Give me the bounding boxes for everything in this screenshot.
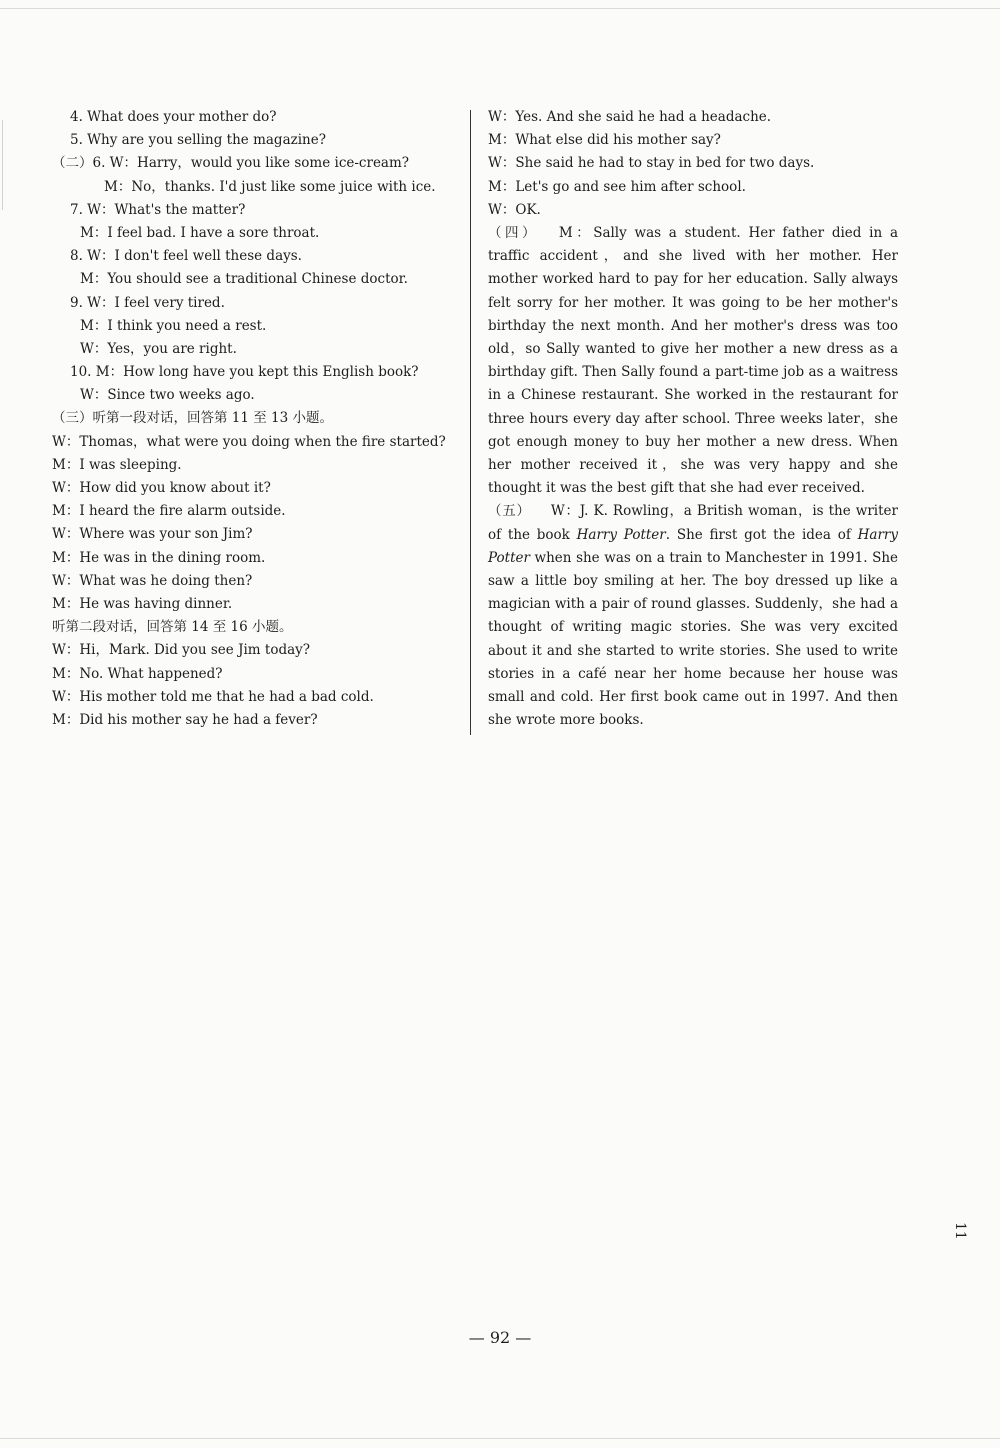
dialogue-1-line: W：What was he doing then? [52,572,253,589]
dialogue-1-line: W：How did you know about it? [52,480,271,496]
column-divider [470,110,471,735]
section-5-text-c: when she was on a train to Manchester in 1991. She saw a little boy smiling at her. The boy dressed up like a magician with a pair of round glasses. Suddenly，she had a thought of writing magic stories. She was very excited about it and she started to write stories. She used to write stories in a café near her home because her house was small and cold. Her first book came out in 1997. And then she wrote more books. [488,549,898,729]
dialogue-2-line: M：Let's go and see him after school. [488,178,746,195]
dialogue-1-line: W：Where was your son Jim? [52,526,253,543]
question-8-man: M：You should see a traditional Chinese doctor. [80,271,408,288]
book-title: Harry Potter [576,526,666,543]
section-4-tag: （四） [488,224,539,241]
dialogue-2-line: M：Did his mother say he had a fever? [52,711,318,728]
section-3-heading-2: 听第二段对话，回答第 14 至 16 小题。 [52,619,293,636]
question-5: 5. Why are you selling the magazine? [70,132,326,149]
section-4-passage [488,222,898,500]
dialogue-2-line: W：OK. [488,201,541,218]
question-10-woman: W：Since two weeks ago. [80,387,255,404]
scan-edge-left [2,120,3,210]
side-page-mark: 11 [952,1222,968,1240]
dialogue-2-line: W：Yes. And she said he had a headache. [488,109,772,125]
section-3-heading-1: （三）听第一段对话，回答第 11 至 13 小题。 [52,410,334,427]
question-9-woman: 9. W：I feel very tired. [70,294,225,311]
question-8-woman: 8. W：I don't feel well these days. [70,248,302,265]
dialogue-2-line: W：His mother told me that he had a bad cold. [52,688,374,705]
scan-edge-top [0,8,1000,9]
dialogue-1-line: M：I heard the fire alarm outside. [52,503,286,520]
question-9-man: M：I think you need a rest. [80,317,267,334]
section-5-passage [488,500,898,732]
dialogue-2-line: W：She said he had to stay in bed for two days. [488,155,815,172]
section-5-tag: （五） [488,503,531,520]
question-4: 4. What does your mother do? [70,109,277,125]
section-5-text-b: . She first got the idea of [665,526,858,543]
book-title: Harry Potter [488,526,899,566]
dialogue-1-line: M：He was having dinner. [52,595,233,612]
page-number: — 92 — [468,1328,532,1347]
right-column [488,106,898,732]
dialogue-1-line: M：He was in the dining room. [52,549,266,566]
question-9-woman-reply: W：Yes，you are right. [80,340,237,357]
question-7-woman: 7. W：What's the matter? [70,201,246,218]
left-column [52,106,462,732]
section-5-text-a: W：J. K. Rowling，a British woman，is the writer of the book [488,503,898,543]
dialogue-2-line: M：What else did his mother say? [488,132,721,149]
question-7-man: M：I feel bad. I have a sore throat. [80,224,320,241]
scan-edge-bottom [0,1438,1000,1439]
dialogue-1-line: M：I was sleeping. [52,456,182,473]
question-6-man: M：No，thanks. I'd just like some juice with ice. [104,178,436,195]
question-10-man: 10. M：How long have you kept this English book? [70,364,419,381]
dialogue-1-line: W：Thomas，what were you doing when the fire started? [52,433,446,450]
section-4-text: M：Sally was a student. Her father died in a traffic accident，and she lived with her mother. Her mother worked hard to pay for her education. Sally always felt sorry for her mother. It was going to be her mother's birthday the next month. And her mother's dress was too old，so Sally wanted to give her mother a new dress as a birthday gift. Then Sally found a part-time job as a waitress in a Chinese restaurant. She worked in the restaurant for three hours every day after school. Three weeks later，she got enough money to buy her mother a new dress. When her mother received it，she was very happy and she thought it was the best gift that she had ever received. [488,224,899,497]
dialogue-2-line: M：No. What happened? [52,665,223,682]
question-6-woman: （二）6. W：Harry，would you like some ice-cream? [52,155,410,172]
dialogue-2-line: W：Hi，Mark. Did you see Jim today? [52,642,310,659]
